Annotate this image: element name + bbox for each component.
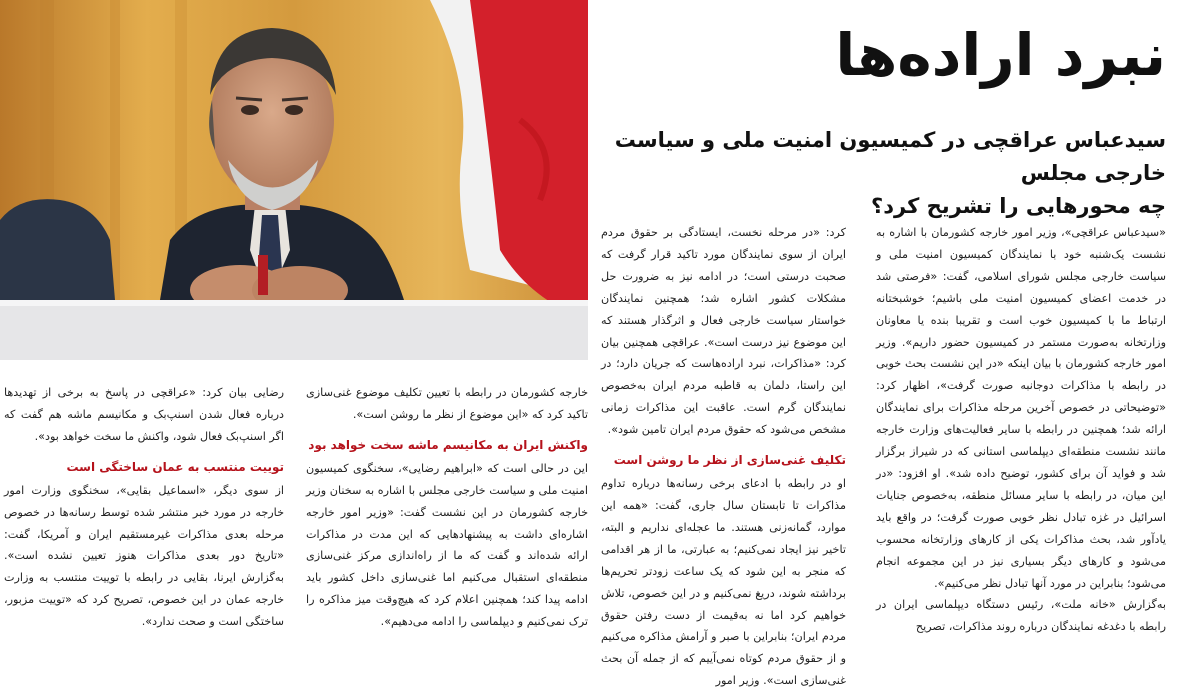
paragraph: از سوی دیگر، «اسماعیل بقایی»، سخنگوی وزارت امور خارجه در مورد خبر منتشر شده توسط رسانه‌ها در خصوص مرحله بعدی مذاکرات غیرمستقیم ایران و آمریکا، گفت: «تاریخ دور بعدی مذاکرات هنوز تعیین نشده است». به‌گزارش ایرنا، بقایی در رابطه با توییت منتسب به وزارت خارجه عمان در این خصوص، تصریح کرد که «توییت مزبور، ساختگی است و صحت ندارد». [4,483,284,629]
paragraph: کرد: «در مرحله نخست، ایستادگی بر حقوق مردم ایران از سوی نمایندگان مورد تاکید قرار گرفت که صحبت درستی است؛ در ادامه نیز به ضرورت حل مشکلات کشور اشاره شد؛ همچنین نمایندگان خواستار سیاست خارجی فعال و اثرگذار هستند که این موضوع نیز درست است». عراقچی همچنین بیان کرد: «مذاکرات، نبرد اراده‌هاست که جریان دارد؛ در این راستا، دلمان به قاطبه مردم ایران به‌خصوص نمایندگان گرم است. عاقبت این مذاکرات زمانی مشخص می‌شود که حقوق مردم ایران تامین شود». [601,226,846,437]
photo-illustration [0,0,588,360]
paragraph: او در رابطه با ادعای برخی رسانه‌ها درباره تداوم مذاکرات تا تابستان سال جاری، گفت: «همه این موارد، گمانه‌زنی هستند. ما عجله‌ای نداریم و البته، تاخیر نیز ایجاد نمی‌کنیم؛ به عبارتی، ما از هر اقدامی که منجر به این شود که یک ساعت زودتر تحریم‌ها برداشته شوند، دریغ نمی‌کنیم و در این خصوص، تلاش خواهیم کرد اما نه به‌قیمت از دست رفتن حقوق مردم ایران؛ بنابراین با صبر و آرامش مذاکره می‌کنیم و از حقوق مردم کوتاه نمی‌آییم که از جمله آن بحث غنی‌سازی است». وزیر امور [601,477,846,688]
paragraph: «سیدعباس عراقچی»، وزیر امور خارجه کشورمان با اشاره به نشست یک‌شنبه خود با نمایندگان کمیسیون امنیت ملی و سیاست خارجی مجلس شورای اسلامی، گفت: «فرصتی شد در خدمت اعضای کمیسیون امنیت ملی باشیم؛ خوشبختانه ارتباط ما با کمیسیون خوب است و تقریبا بنده یا معاونان وزارتخانه به‌صورت مستمر در کمیسیون حضور داریم». وزیر امور خارجه کشورمان با بیان اینکه «در این نشست بحث خوبی در رابطه با مذاکرات دوجانبه صورت گرفت»، اظهار کرد: «توضیحاتی در خصوص آخرین مرحله مذاکرات برای نمایندگان ارائه شد؛ همچنین در رابطه با سایر فعالیت‌های وزارت خارجه مانند نشست منطقه‌ای دیپلماسی استانی که در شیراز برگزار شد و فواید آن برای کشور، توضیح داده شد». او افزود: «در این میان، در رابطه با سایر مسائل منطقه، به‌خصوص جنایات اسرائیل در غزه تبادل نظر خوبی صورت گرفت؛ در واقع باید یادآور شد، بحث مذاکرات یکی از کارهای وزارتخانه محسوب می‌شود و کارهای دیگر بسیاری نیز در این مجموعه انجام می‌شود؛ بنابراین در مورد آنها تبادل نظر می‌کنیم». [876,226,1166,590]
section-heading: تکلیف غنی‌سازی از نظر ما روشن است [613,453,846,468]
paragraph: خارجه کشورمان در رابطه با تعیین تکلیف موضوع غنی‌سازی تاکید کرد که «این موضوع از نظر ما روشن است». [306,386,588,421]
article-column-1 [876,222,1166,664]
paragraph: این در حالی است که «ابراهیم رضایی»، سخنگوی کمیسیون امنیت ملی و سیاست خارجی مجلس با اشاره به سخنان وزیر خارجه کشورمان در این نشست گفت: «وزیر امور خارجه اشاره‌ای داشت به پیشنهادهایی که این مدت در مذاکرات ارائه شده‌اند و گفت که ما از راه‌اندازی مرکز غنی‌سازی منطقه‌ای استقبال می‌کنیم اما غنی‌سازی داخل کشور باید ادامه پیدا کند؛ همچنین اعلام کرد که هیچ‌وقت میز مذاکره را ترک نمی‌کنیم و دیپلماسی را ادامه می‌دهیم». [306,461,588,629]
article-column-4 [4,382,284,664]
subheadline [596,124,1166,223]
paragraph: به‌گزارش «خانه ملت»، رئیس دستگاه دیپلماسی ایران در رابطه با دغدغه نمایندگان درباره روند مذاکرات، تصریح [876,598,1166,634]
section-heading: توییت منتسب به عمان ساختگی است [66,459,284,474]
section-heading: واکنش ایران به مکانیسم ماشه سخت خواهد بود [308,437,588,452]
article-column-2 [601,222,846,688]
headline: نبرد اراده‌ها [835,21,1166,89]
article-column-3 [306,382,588,664]
subheadline-line-1: سیدعباس عراقچی در کمیسیون امنیت ملی و سیاست خارجی مجلس [614,128,1166,185]
photo-araghchi [0,0,588,360]
subheadline-line-2: چه محورهایی را تشریح کرد؟ [871,194,1166,218]
paragraph: رضایی بیان کرد: «عراقچی در پاسخ به برخی از تهدیدها درباره فعال شدن اسنپ‌بک و مکانیسم ماشه هم گفت که اگر اسنپ‌بک فعال شود، واکنش ما سخت خواهد بود». [4,386,284,443]
